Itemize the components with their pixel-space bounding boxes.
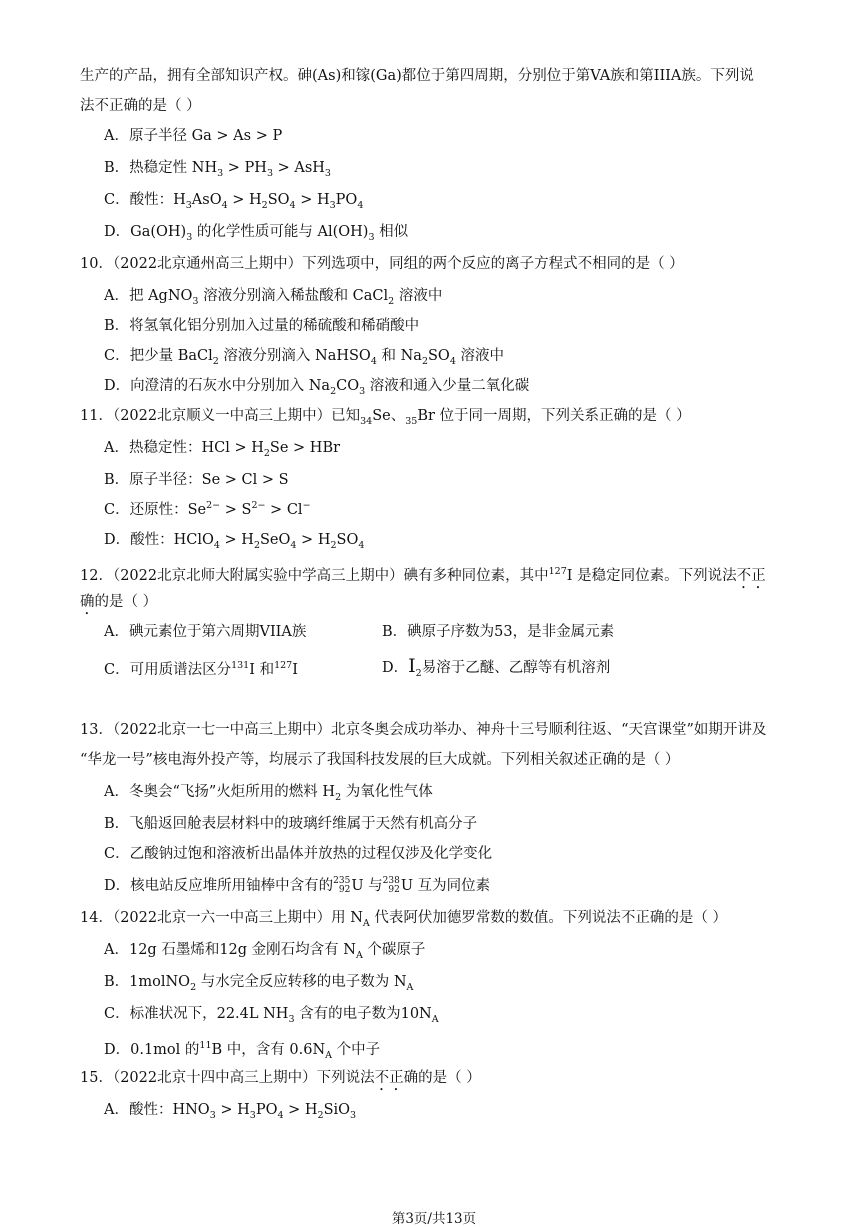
q13-option-a: A．冬奥会“飞扬”火炬所用的燃料 $H_2$ 为氧化性气体 bbox=[104, 784, 433, 803]
q14-option-d: D．0.1mol 的$^{11}$B 中，含有 $0.6N_A$ 个中子 bbox=[104, 1040, 381, 1061]
q14-option-a: A．12g 石墨烯和12g 金刚石均含有 $N_A$ 个碳原子 bbox=[104, 942, 426, 961]
q13-option-c: C．乙酸钠过饱和溶液析出晶体并放热的过程仅涉及化学变化 bbox=[104, 846, 493, 862]
intro-option-d: D．$Ga(OH)_3$ 的化学性质可能与 $Al(OH)_3$ 相似 bbox=[104, 224, 409, 243]
q11-stem: 11．（2022北京顺义一中高三上期中）已知$_{34}$Se、$_{35}$Br 位于同一周期，下列关系正确的是（ ） bbox=[80, 408, 691, 427]
q14-option-c: C．标准状况下，22.4L $NH_3$ 含有的电子数为$10N_A$ bbox=[104, 1006, 439, 1025]
q13-stem-line-1: 13．（2022北京一七一中高三上期中）北京冬奥会成功举办、神舟十三号顺利往返、“天宫课堂”如期开讲及 bbox=[80, 722, 767, 738]
q13-stem-line-2: “华龙一号”核电海外投产等，均展示了我国科技发展的巨大成就。下列相关叙述正确的是（ ） bbox=[80, 752, 680, 768]
q11-option-d: D．酸性：HClO$_4$ > $H_2SeO_4 > H_2SO_4$ bbox=[104, 532, 365, 551]
q12-option-c: C．可用质谱法区分$^{131}$I 和$^{127}$I bbox=[104, 660, 298, 678]
q10-option-b: B．将氢氧化铝分别加入过量的稀硫酸和稀硝酸中 bbox=[104, 318, 420, 334]
q12-option-a: A．碘元素位于第六周期VIIA族 bbox=[104, 624, 307, 640]
q10-option-c: C．把少量 BaCl$_2$ 溶液分别滴入 NaHSO$_4$ 和 $Na_2SO_4$ 溶液中 bbox=[104, 348, 504, 367]
q14-stem: 14．（2022北京一六一中高三上期中）用 $N_A$ 代表阿伏加德罗常数的数值。下列说法不正确的是（ ） bbox=[80, 910, 727, 929]
q12-stem-line-2: 确的是（ ） bbox=[80, 594, 158, 610]
q11-option-c: C．还原性：$Se^{2-} > S^{2-} > Cl^-$ bbox=[104, 500, 311, 518]
intro-option-b: B．热稳定性 $NH_3 > PH_3 > AsH_3$ bbox=[104, 160, 331, 179]
q14-option-b: B．1molNO$_2$ 与水完全反应转移的电子数为 $N_A$ bbox=[104, 974, 414, 993]
intro-option-a: A．原子半径 Ga > As > P bbox=[104, 128, 283, 144]
q10-stem: 10．（2022北京通州高三上期中）下列选项中，同组的两个反应的离子方程式不相同的是（ ） bbox=[80, 256, 684, 272]
q12-option-b: B．碘原子序数为53，是非金属元素 bbox=[382, 624, 615, 640]
page-number-footer: 第3页/共13页 bbox=[391, 1211, 477, 1227]
intro-option-c: C．酸性：$H_3AsO_4 > H_2SO_4 > H_3PO_4$ bbox=[104, 192, 364, 211]
q15-option-a: A．酸性：$HNO_3 > H_3PO_4 > H_2SiO_3$ bbox=[104, 1102, 357, 1121]
q10-option-a: A．把 AgNO$_3$ 溶液分别滴入稀盐酸和 CaCl$_2$ 溶液中 bbox=[104, 288, 443, 307]
intro-line-1: 生产的产品，拥有全部知识产权。砷(As)和镓(Ga)都位于第四周期，分别位于第VA族和第IIIA族。下列说 bbox=[80, 68, 754, 84]
q15-stem: 15．（2022北京十四中高三上期中）下列说法不正确的是（ ） bbox=[80, 1070, 481, 1086]
q13-option-b: B．飞船返回舱表层材料中的玻璃纤维属于天然有机高分子 bbox=[104, 816, 478, 832]
q11-option-a: A．热稳定性：HCl > $H_2Se$ > HBr bbox=[104, 440, 341, 459]
intro-line-2: 法不正确的是（ ） bbox=[80, 98, 201, 114]
q10-option-d: D．向澄清的石灰水中分别加入 $Na_2CO_3$ 溶液和通入少量二氧化碳 bbox=[104, 378, 530, 397]
q13-option-d: D．核电站反应堆所用铀棒中含有的235 92U 与238 92U 互为同位素 bbox=[104, 876, 491, 895]
q11-option-b: B．原子半径：Se > Cl > S bbox=[104, 472, 289, 488]
q12-option-d: D．$I_2$易溶于乙醚、乙醇等有机溶剂 bbox=[382, 655, 611, 679]
q12-stem-line-1: 12．（2022北京北师大附属实验中学高三上期中）碘有多种同位素，其中$^{127}$I 是稳定同位素。下列说法不正 bbox=[80, 566, 766, 584]
